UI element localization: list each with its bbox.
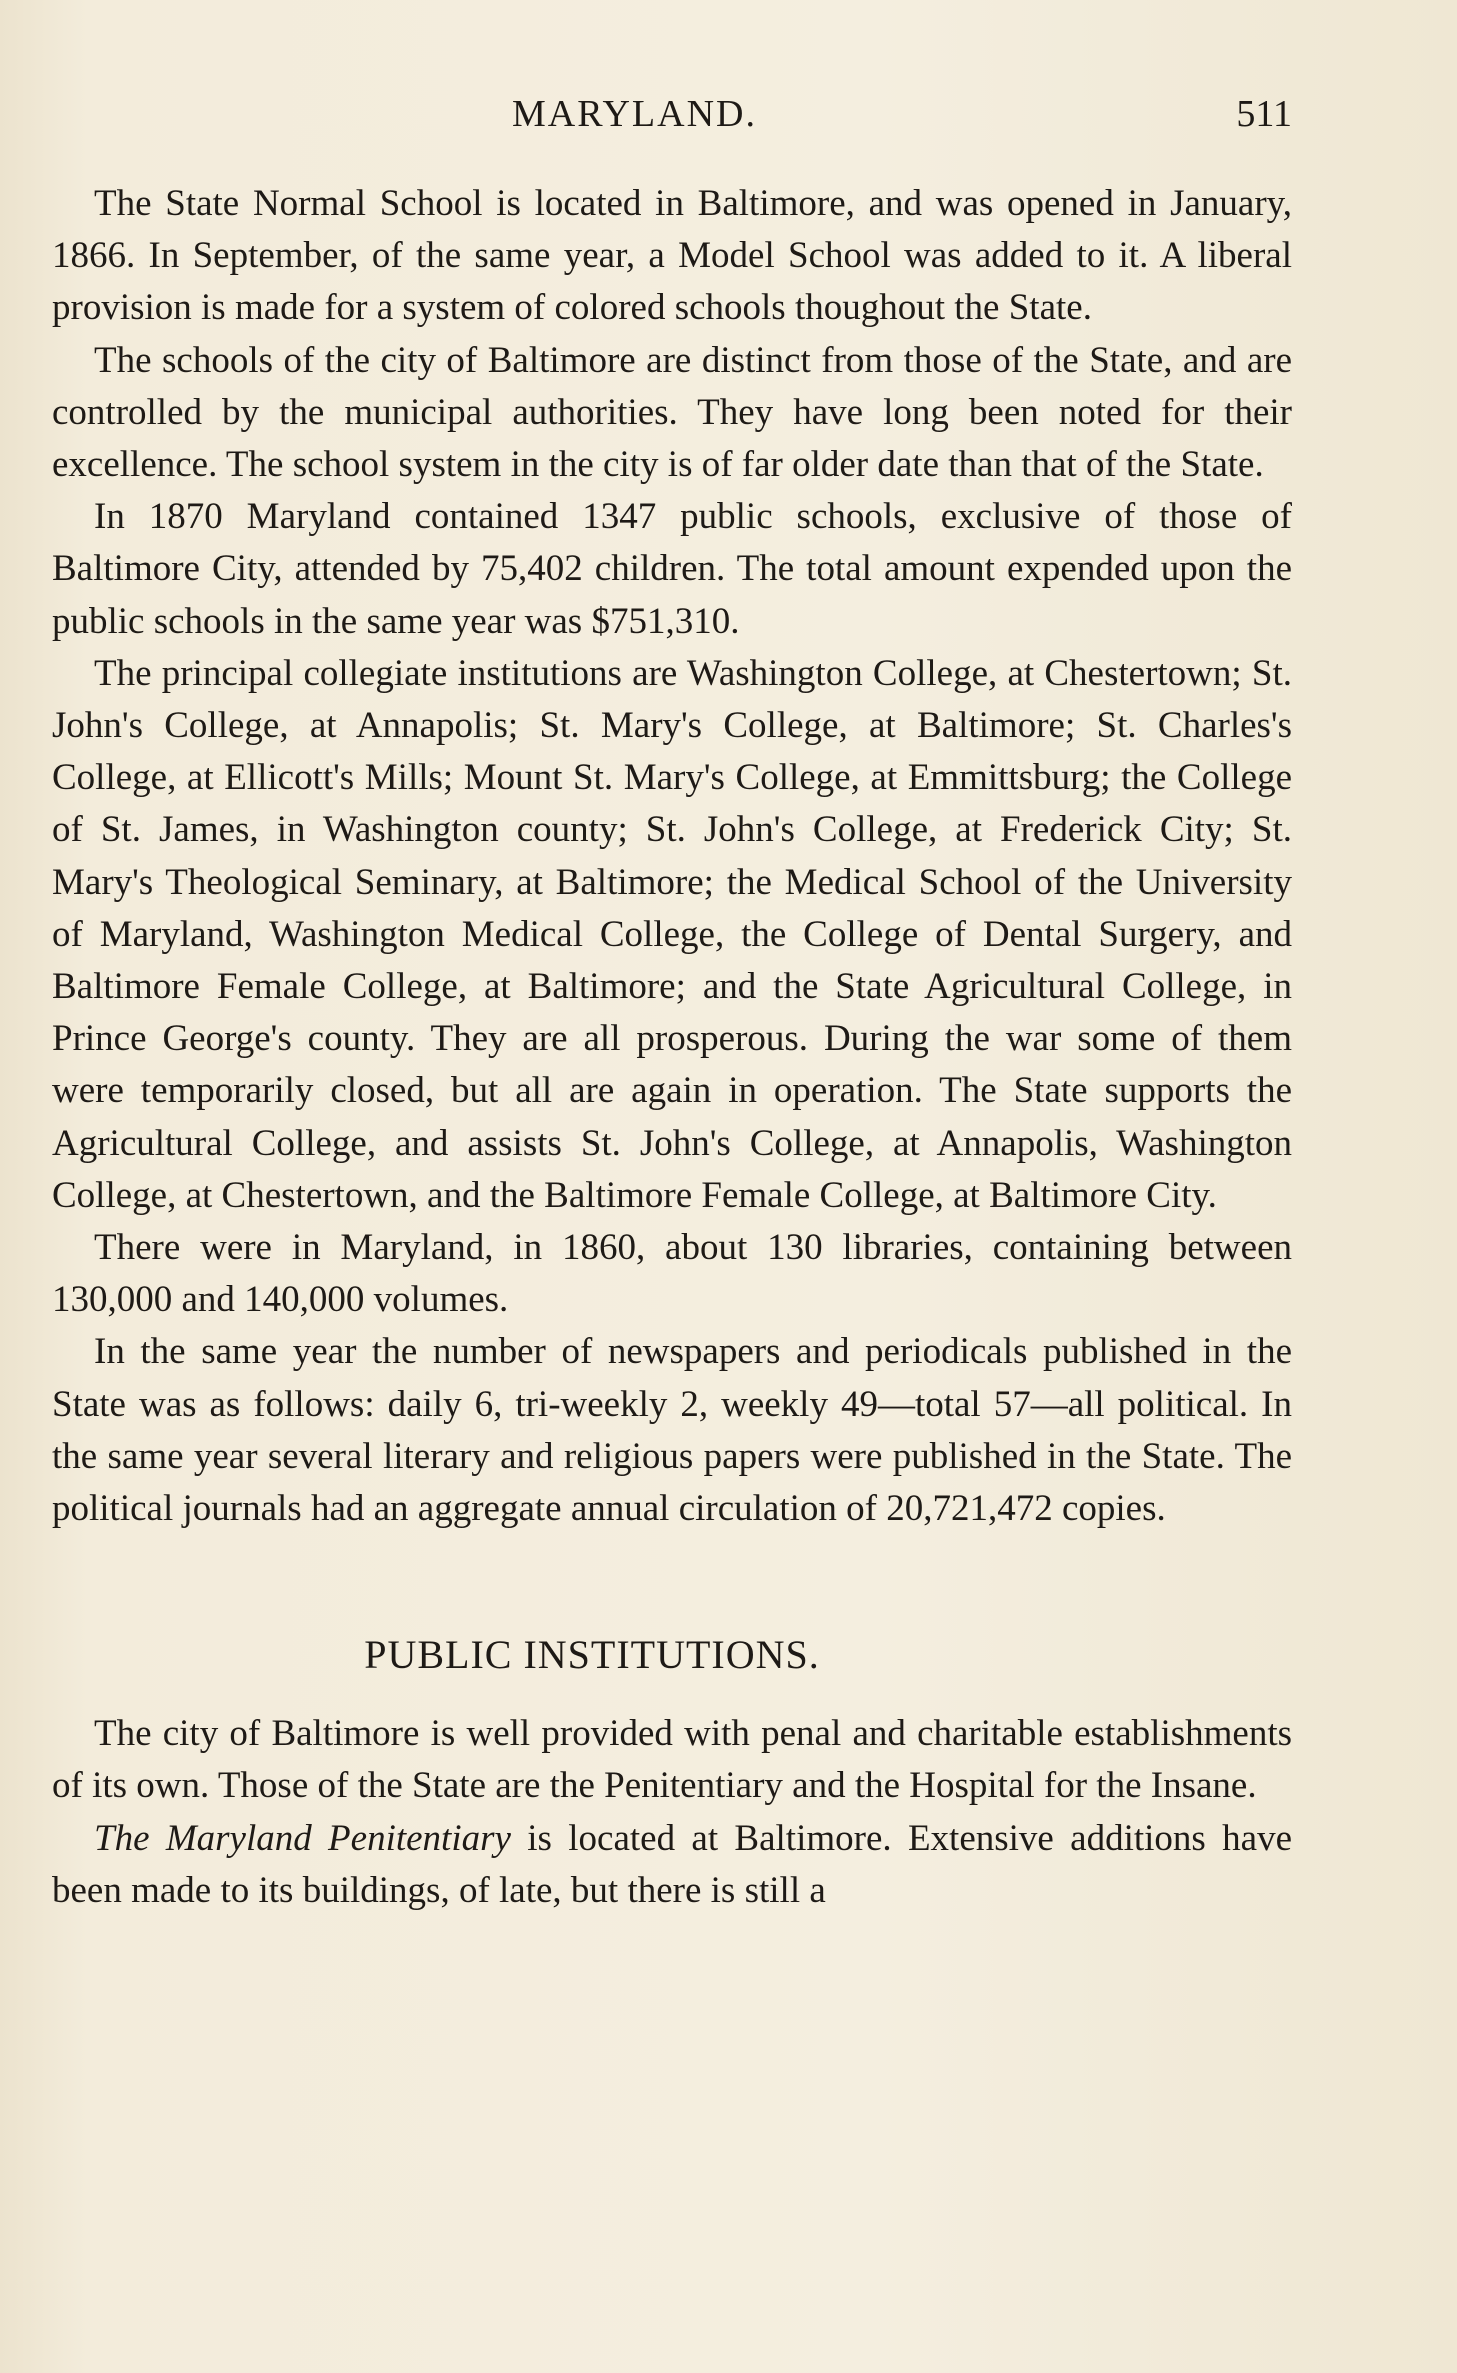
page-header (52, 92, 1292, 142)
paragraph-baltimore-schools: The schools of the city of Baltimore are distinct from those of the State, and are controlled by the municipal authorities. They have long been noted for their excellence. The school system in the city is of far older date than that of the State. (52, 339, 1292, 486)
section-heading: PUBLIC INSTITUTIONS. (364, 1632, 820, 1678)
penitentiary-text: is located at Baltimore. Extensive additions have been made to its buildings, of late, but there is still a (52, 1817, 1292, 1911)
paragraph-collegiate-institutions: The principal collegiate institutions are Washington College, at Chestertown; St. John's College, at Annapolis; St. Mary's College, at Baltimore; St. Charles's College, at Ellicott's Mills; Mount St. Mary's College, at Emmittsburg; the College of St. James, in Washington county; St. John's College, at Frederick City; St. Mary's Theological Seminary, at Baltimore; the Medical School of the University of Maryland, Washington Medical College, the College of Dental Surgery, and Baltimore Female College, at Baltimore; and the State Agricultural College, in Prince George's county. They are all prosperous. During the war some of them were temporarily closed, but all are again in operation. The State supports the Agricultural College, and assists St. John's College, at Annapolis, Washington College, at Chestertown, and the Baltimore Female College, at Baltimore City. (52, 652, 1292, 1216)
paragraph-public-schools-1870: In 1870 Maryland contained 1347 public schools, exclusive of those of Baltimore City, attended by 75,402 children. The total amount expended upon the public schools in the same year was $751,310. (52, 496, 1292, 642)
page-body (52, 178, 1292, 1917)
paragraph-newspapers: In the same year the number of newspapers and periodicals published in the State was as follows: daily 6, tri-weekly 2, weekly 49—total 57—all political. In the same year several literary and religious papers were published in the State. The political journals had an aggregate annual circulation of 20,721,472 copies. (52, 1331, 1292, 1530)
paragraph-libraries: There were in Maryland, in 1860, about 130 libraries, containing between 130,000 and 140,000 volumes. (52, 1227, 1292, 1321)
paragraph-public-institutions: The city of Baltimore is well provided with penal and charitable establishments of its own. Those of the State are the Penitentiary and the Hospital for the Insane. (52, 1713, 1292, 1807)
paragraph-penitentiary (52, 1813, 1292, 1917)
page-number: 511 (1236, 93, 1292, 135)
paragraph-normal-school: The State Normal School is located in Baltimore, and was opened in January, 1866. In September, of the same year, a Model School was added to it. A liberal provision is made for a system of colored schools thoughout the State. (52, 183, 1292, 329)
running-head: MARYLAND. (512, 93, 757, 135)
penitentiary-title: The Maryland Penitentiary (94, 1817, 511, 1859)
